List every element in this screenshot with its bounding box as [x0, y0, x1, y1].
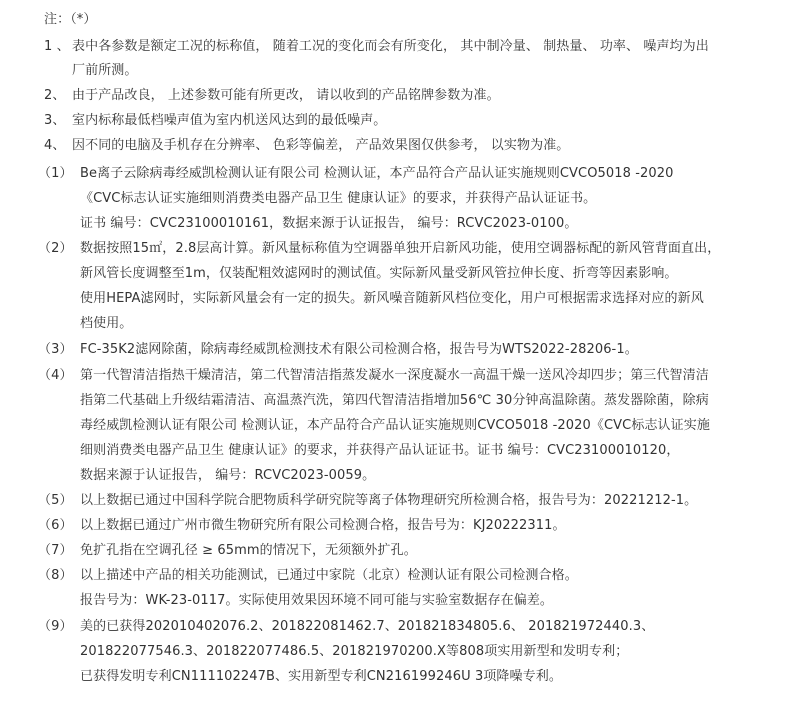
note-text-line: 室内标称最低档噪声值为室内机送风达到的最低噪声。 [72, 113, 387, 128]
note-text-line: 由于产品改良， 上述参数可能有所更改， 请以收到的产品铭牌参数为准。 [72, 88, 500, 103]
footnote-text-line: 毒经威凯检测认证有限公司 检测认证，本产品符合产品认证实施规则CVCO5018 -2020《CVC标志认证实施 [80, 418, 710, 433]
note-text-line: 厂前所测。 [72, 63, 138, 78]
note-number: 2、 [44, 88, 66, 103]
footnote-number: （5） [38, 493, 73, 508]
note-text-line: 因不同的电脑及手机存在分辨率、 色彩等偏差， 产品效果图仅供参考， 以实物为准。 [72, 138, 570, 153]
footnote-text-line: 美的已获得202010402076.2、201822081462.7、201821834805.6、 201821972440.3、 [80, 619, 655, 634]
footnote-number: （4） [38, 368, 73, 383]
footnote-text-line: 以上描述中产品的相关功能测试，已通过中家院（北京）检测认证有限公司检测合格。 [80, 568, 578, 583]
footnote-number: （3） [38, 342, 73, 357]
footnote-text-line: 证书 编号：CVC23100010161，数据来源于认证报告， 编号：RCVC2023-0100。 [80, 216, 578, 231]
footnote-number: （7） [38, 543, 73, 558]
notes-heading: 注：（*） [44, 12, 97, 27]
footnote-text-line: 免扩孔指在空调孔径 ≥ 65mm的情况下，无须额外扩孔。 [80, 543, 417, 558]
footnote-text-line: 《CVC标志认证实施细则消费类电器产品卫生 健康认证》的要求，并获得产品认证证书。 [80, 191, 597, 206]
footnote-number: （2） [38, 241, 73, 256]
footnote-text-line: 指第二代基础上升级结霜清洁、高温蒸汽洗，第四代智清洁指增加56℃ 30分钟高温除菌。蒸发器除菌，除病 [80, 393, 709, 408]
footnote-text-line: 数据来源于认证报告， 编号：RCVC2023-0059。 [80, 468, 376, 483]
footnote-number: （6） [38, 518, 73, 533]
footnote-text-line: Be离子云除病毒经威凯检测认证有限公司 检测认证，本产品符合产品认证实施规则CVCO5018 -2020 [80, 166, 674, 181]
note-text-line: 表中各参数是额定工况的标称值， 随着工况的变化而会有所变化， 其中制冷量、 制热量、 功率、 噪声均为出 [72, 39, 709, 54]
footnote-text-line: 已获得发明专利CN111102247B、实用新型专利CN216199246U 3项降噪专利。 [80, 669, 562, 684]
note-number: 1 、 [44, 39, 70, 54]
footnote-number: （1） [38, 166, 73, 181]
footnote-text-line: 细则消费类电器产品卫生 健康认证》的要求，并获得产品认证证书。证书 编号：CVC23100010120， [80, 443, 680, 458]
note-number: 4、 [44, 138, 66, 153]
footnote-text-line: 报告号为：WK-23-0117。实际使用效果因环境不同可能与实验室数据存在偏差。 [80, 593, 554, 608]
footnote-text-line: 以上数据已通过中国科学院合肥物质科学研究院等离子体物理研究所检测合格，报告号为：20221212-1。 [80, 493, 698, 508]
footnote-text-line: 以上数据已通过广州市微生物研究所有限公司检测合格，报告号为：KJ20222311。 [80, 518, 566, 533]
note-number: 3、 [44, 113, 66, 128]
footnote-text-line: 新风管长度调整至1m，仅装配粗效滤网时的测试值。实际新风量受新风管拉伸长度、折弯等因素影响。 [80, 266, 678, 281]
footnote-number: （9） [38, 619, 73, 634]
footnote-text-line: FC-35K2滤网除菌，除病毒经威凯检测技术有限公司检测合格，报告号为WTS2022-28206-1。 [80, 342, 638, 357]
footnote-text-line: 数据按照15㎡，2.8层高计算。新风量标称值为空调器单独开启新风功能，使用空调器标配的新风管背面直出， [80, 241, 721, 256]
footnote-text-line: 201822077546.3、201822077486.5、201821970200.X等808项实用新型和发明专利； [80, 644, 629, 659]
footnote-text-line: 档使用。 [80, 316, 133, 331]
footnote-text-line: 使用HEPA滤网时，实际新风量会有一定的损失。新风噪音随新风档位变化，用户可根据需求选择对应的新风 [80, 291, 704, 306]
footnote-text-line: 第一代智清洁指热干燥清洁，第二代智清洁指蒸发凝水一深度凝水一高温干燥一送风冷却四步；第三代智清洁 [80, 368, 709, 383]
footnote-number: （8） [38, 568, 73, 583]
